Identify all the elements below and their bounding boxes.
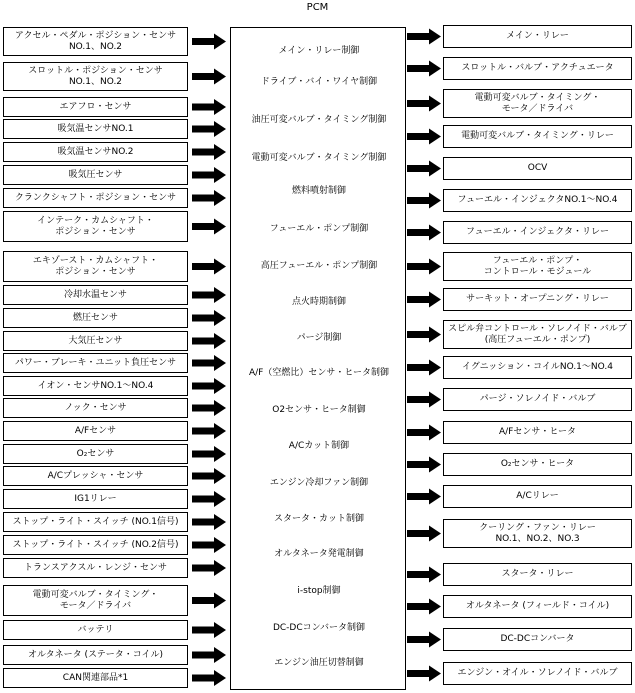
output-arrow: [407, 29, 441, 45]
control-function: 燃料噴射制御: [291, 186, 346, 196]
input-arrow: [192, 259, 226, 275]
input-box: 吸気温センサNO.2: [3, 142, 188, 162]
output-box: イグニッション・コイルNO.1〜NO.4: [443, 356, 632, 379]
output-box: メイン・リレー: [443, 25, 632, 48]
input-box: パワー・ブレーキ・ユニット負圧センサ: [3, 353, 188, 373]
control-function: A/F（空燃比）センサ・ヒータ制御: [248, 368, 389, 378]
output-arrow: [407, 61, 441, 77]
output-arrow: [407, 360, 441, 376]
control-function: 点火時期制御: [291, 297, 346, 307]
input-box: ノック・センサ: [3, 398, 188, 418]
input-arrow: [192, 355, 226, 371]
input-arrow: [192, 144, 226, 160]
control-function: エンジン油圧切替制御: [274, 658, 364, 668]
pcm-title: PCM: [306, 2, 329, 13]
input-box: A/Fセンサ: [3, 421, 188, 441]
input-arrow: [192, 121, 226, 137]
input-arrow: [192, 593, 226, 609]
input-box: エキゾースト・カムシャフト・ ポジション・センサ: [3, 251, 188, 282]
output-box: 電動可変バルブ・タイミング・リレー: [443, 125, 632, 148]
control-function: A/Cカット制御: [288, 441, 350, 451]
output-arrow: [407, 96, 441, 112]
input-box: バッテリ: [3, 620, 188, 640]
output-arrow: [407, 567, 441, 583]
output-arrow: [407, 632, 441, 648]
input-arrow: [192, 190, 226, 206]
input-box: 大気圧センサ: [3, 331, 188, 351]
input-arrow: [192, 560, 226, 576]
output-arrow: [407, 259, 441, 275]
output-box: スタータ・リレー: [443, 563, 632, 586]
output-arrow: [407, 392, 441, 408]
input-arrow: [192, 400, 226, 416]
input-arrow: [192, 622, 226, 638]
control-function: 高圧フューエル・ポンプ制御: [260, 261, 378, 271]
input-arrow: [192, 287, 226, 303]
output-box: A/Cリレー: [443, 485, 632, 508]
control-function: ドライブ・バイ・ワイヤ制御: [260, 77, 378, 87]
input-arrow: [192, 670, 226, 686]
input-arrow: [192, 537, 226, 553]
input-box: クランクシャフト・ポジション・センサ: [3, 188, 188, 208]
control-function: オルタネータ発電制御: [274, 549, 364, 559]
input-box: 吸気圧センサ: [3, 165, 188, 185]
output-arrow: [407, 666, 441, 682]
input-box: O₂センサ: [3, 444, 188, 464]
input-arrow: [192, 219, 226, 235]
control-function: スタータ・カット制御: [274, 514, 364, 524]
control-function: メイン・リレー制御: [278, 46, 360, 56]
output-arrow: [407, 599, 441, 615]
output-arrow: [407, 225, 441, 241]
output-arrow: [407, 457, 441, 473]
input-box: ストップ・ライト・スイッチ (NO.1信号): [3, 512, 188, 532]
output-arrow: [407, 526, 441, 542]
output-box: 電動可変バルブ・タイミング・ モータ／ドライバ: [443, 89, 632, 118]
control-function: O2センサ・ヒータ制御: [272, 405, 366, 415]
control-function: 電動可変バルブ・タイミング制御: [251, 153, 387, 163]
input-box: オルタネータ (ステータ・コイル): [3, 645, 188, 665]
output-box: A/Fセンサ・ヒータ: [443, 421, 632, 444]
input-arrow: [192, 647, 226, 663]
output-box: パージ・ソレノイド・バルブ: [443, 388, 632, 411]
input-arrow: [192, 378, 226, 394]
input-box: A/Cプレッシャ・センサ: [3, 466, 188, 486]
output-box: クーリング・ファン・リレー NO.1、NO.2、NO.3: [443, 519, 632, 548]
input-arrow: [192, 468, 226, 484]
output-arrow: [407, 292, 441, 308]
output-box: フューエル・インジェクタNO.1〜NO.4: [443, 189, 632, 212]
control-function: DC-DCコンバータ制御: [272, 623, 366, 633]
input-box: IG1リレー: [3, 489, 188, 509]
input-box: エアフロ・センサ: [3, 97, 188, 117]
output-box: DC-DCコンバータ: [443, 628, 632, 651]
input-arrow: [192, 34, 226, 50]
output-box: オルタネータ (フィールド・コイル): [443, 595, 632, 618]
input-box: アクセル・ペダル・ポジション・センサ NO.1、NO.2: [3, 27, 188, 56]
input-arrow: [192, 333, 226, 349]
output-arrow: [407, 193, 441, 209]
output-arrow: [407, 161, 441, 177]
control-function: パージ制御: [296, 333, 342, 343]
input-arrow: [192, 99, 226, 115]
control-function: エンジン冷却ファン制御: [269, 478, 369, 488]
input-box: 電動可変バルブ・タイミング・ モータ／ドライバ: [3, 585, 188, 616]
input-box: スロットル・ポジション・センサ NO.1、NO.2: [3, 62, 188, 91]
input-arrow: [192, 423, 226, 439]
output-box: フューエル・ポンプ・ コントロール・モジュール: [443, 252, 632, 281]
input-arrow: [192, 69, 226, 85]
input-arrow: [192, 167, 226, 183]
input-arrow: [192, 491, 226, 507]
output-box: O₂センサ・ヒータ: [443, 453, 632, 476]
input-box: 冷却水温センサ: [3, 285, 188, 305]
control-function: フューエル・ポンプ制御: [269, 224, 369, 234]
control-function: i-stop制御: [297, 586, 341, 596]
input-arrow: [192, 514, 226, 530]
input-box: 燃圧センサ: [3, 308, 188, 328]
output-box: スロットル・バルブ・アクチュエータ: [443, 57, 632, 80]
output-arrow: [407, 327, 441, 343]
input-box: 吸気温センサNO.1: [3, 119, 188, 139]
output-box: エンジン・オイル・ソレノイド・バルブ: [443, 662, 632, 685]
input-box: インテーク・カムシャフト・ ポジション・センサ: [3, 211, 188, 242]
control-function: 油圧可変バルブ・タイミング制御: [251, 115, 387, 125]
output-arrow: [407, 489, 441, 505]
input-arrow: [192, 310, 226, 326]
output-box: フューエル・インジェクタ・リレー: [443, 221, 632, 244]
input-box: トランスアクスル・レンジ・センサ: [3, 558, 188, 578]
input-arrow: [192, 446, 226, 462]
output-arrow: [407, 425, 441, 441]
output-box: サーキット・オープニング・リレー: [443, 288, 632, 311]
input-box: イオン・センサNO.1〜NO.4: [3, 376, 188, 396]
output-arrow: [407, 129, 441, 145]
input-box: ストップ・ライト・スイッチ (NO.2信号): [3, 535, 188, 555]
output-box: OCV: [443, 157, 632, 180]
output-box: スピル弁コントロール・ソレノイド・バルブ (高圧フューエル・ポンプ): [443, 320, 632, 349]
input-box: CAN関連部品*1: [3, 668, 188, 688]
